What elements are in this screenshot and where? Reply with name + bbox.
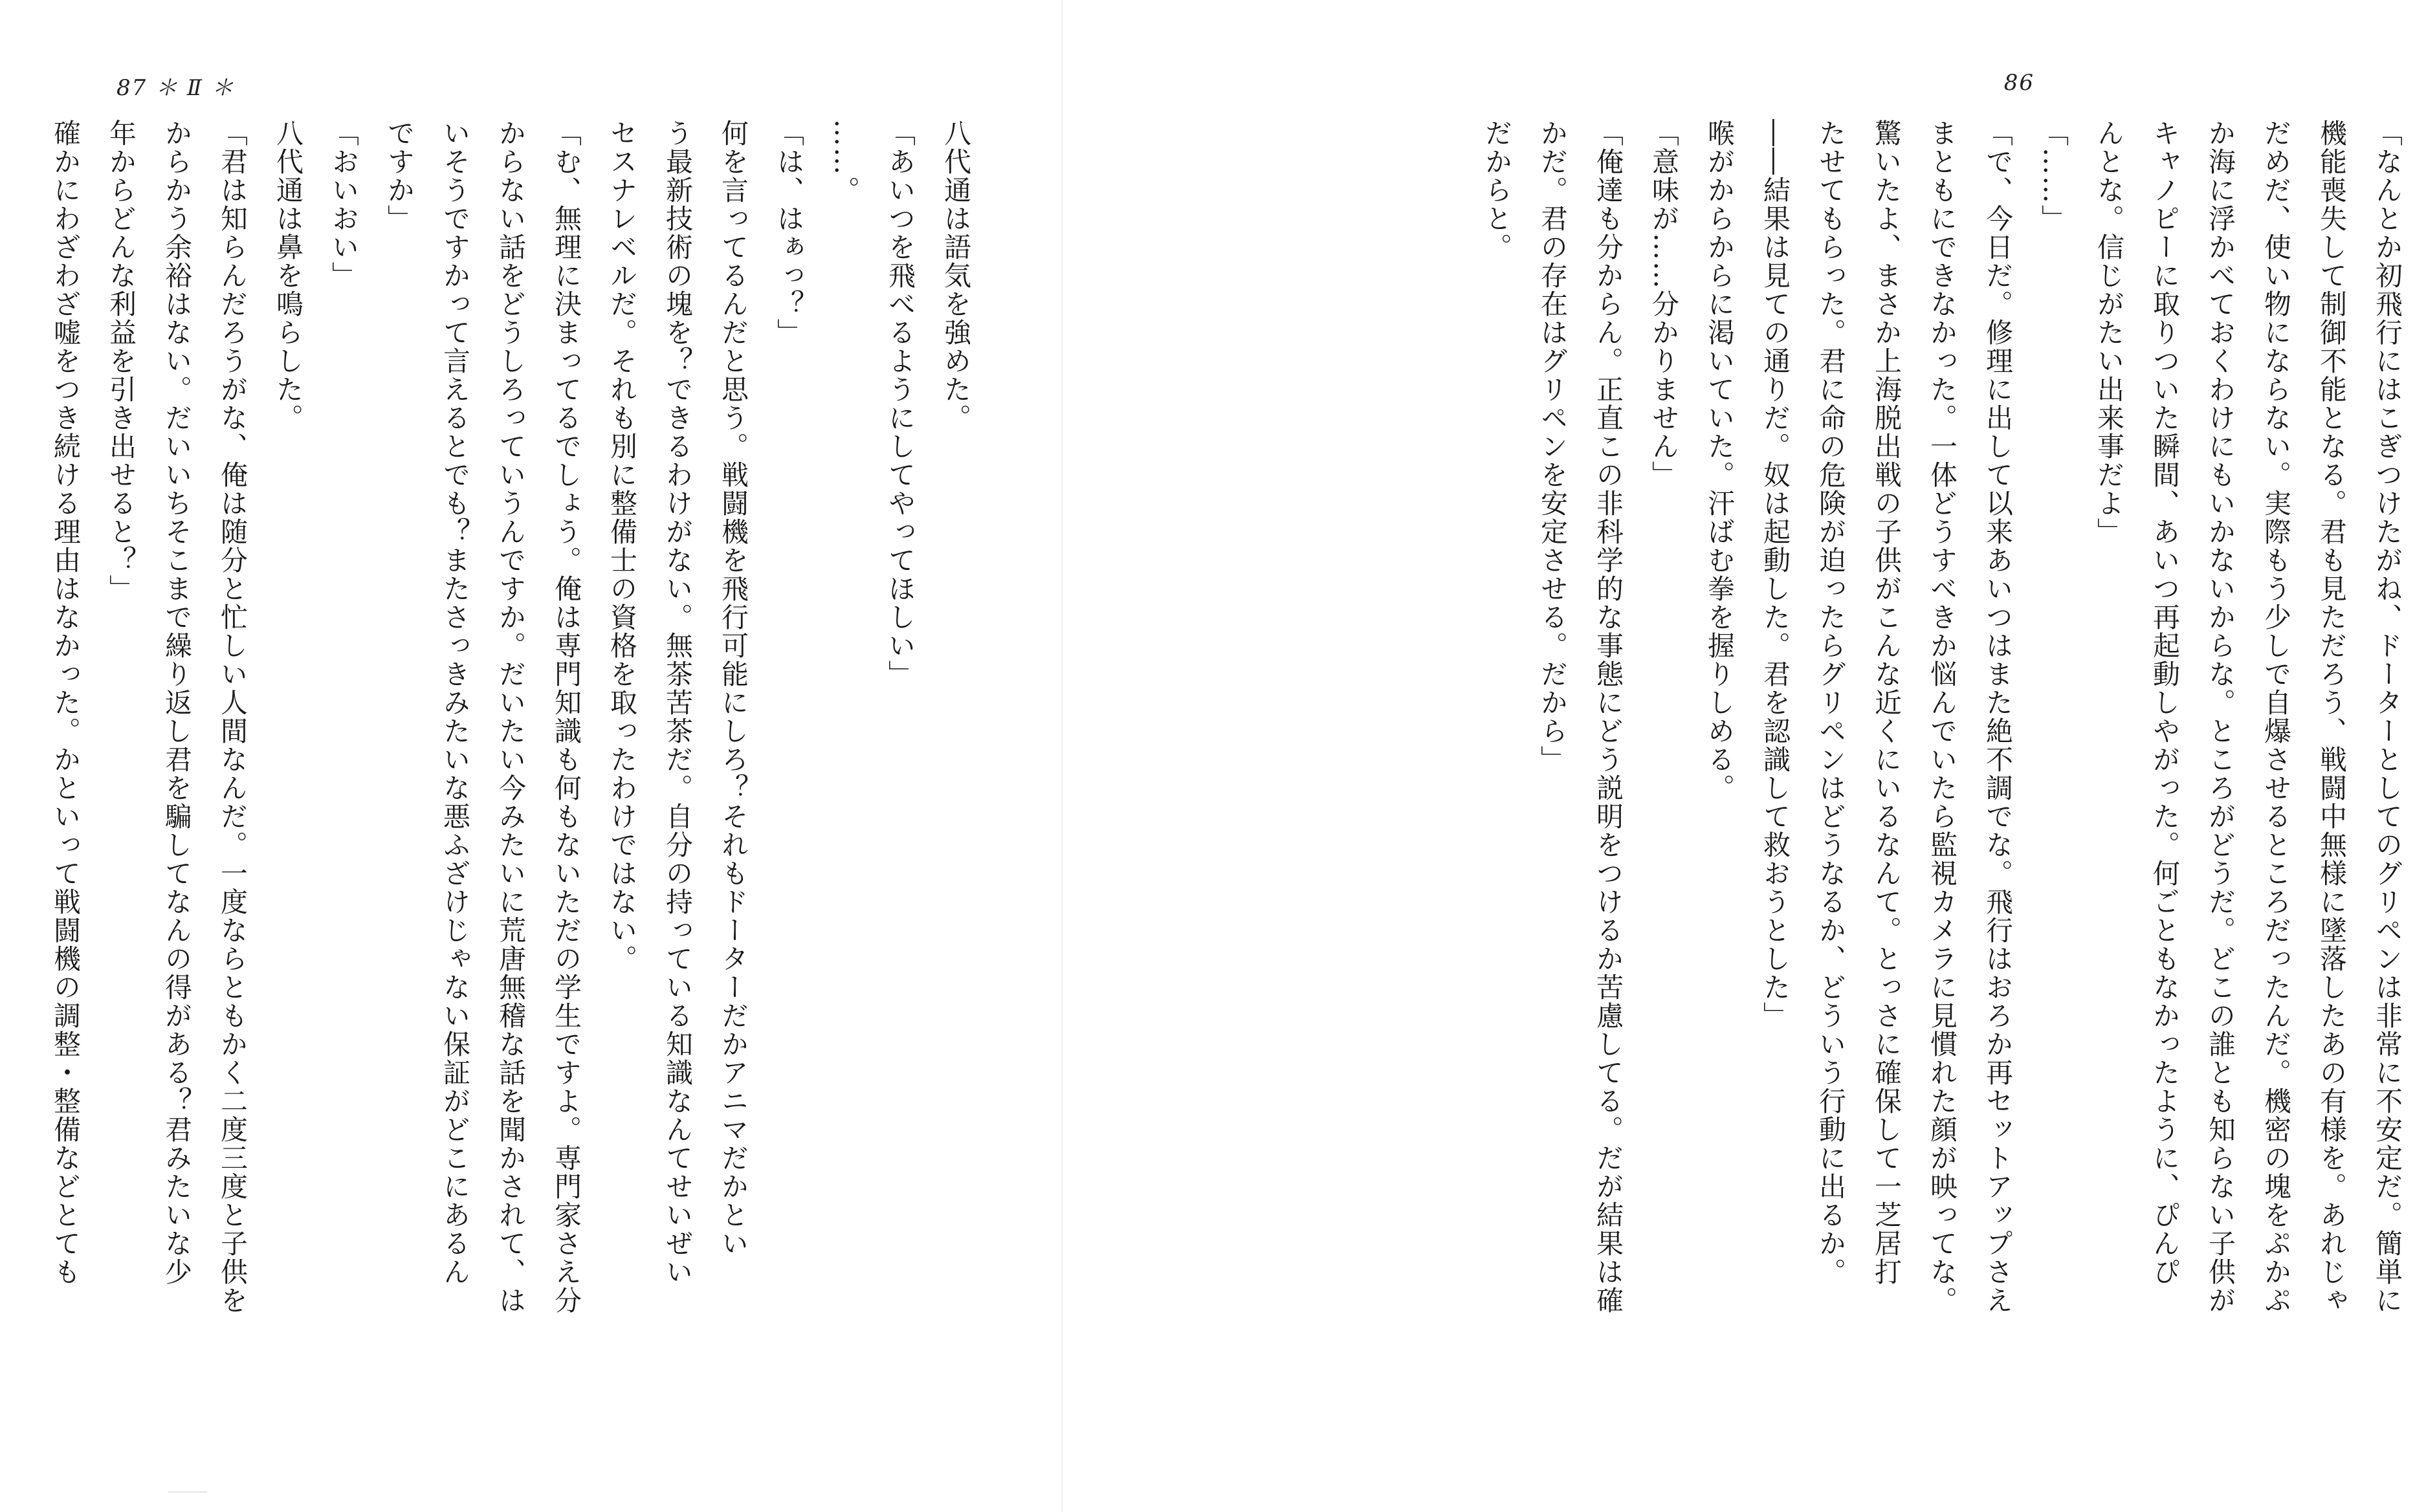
text-line: セスナレベルだ。それも別に整備士の資格を取ったわけではない。 xyxy=(606,119,638,973)
scan-mark xyxy=(168,1491,207,1493)
left-page-body xyxy=(50,119,984,1419)
text-line: 驚いたよ、まさか上海脱出戦の子供がこんな近くにいるなんて。とっさに確保して一芝居打 xyxy=(1871,119,1902,1286)
text-line: 「あいつを飛べるようにしてやってほしい」 xyxy=(885,119,916,688)
text-line: 何を言ってるんだと思う。戦闘機を飛行可能にしろ？それもドーターだかアニマだかとい xyxy=(718,119,749,1258)
text-line: 「おいおい」 xyxy=(328,119,360,290)
text-line: 年からどんな利益を引き出せると？」 xyxy=(105,119,137,603)
text-line: 「む、無理に決まってるでしょう。俺は専門知識も何もないただの学生ですよ。専門家さえ分 xyxy=(551,119,582,1315)
text-line: 喉がからからに渇いていた。汗ばむ拳を握りしめる。 xyxy=(1704,119,1736,802)
right-page-body xyxy=(1231,119,2415,1419)
page-number: 86 xyxy=(2003,70,2035,96)
text-line: 「は、はぁっ？」 xyxy=(773,119,805,347)
left-page xyxy=(0,0,1061,1512)
text-line: かだ。君の存在はグリペンを安定させる。だから」 xyxy=(1537,119,1569,774)
text-line: いそうですかって言えるとでも？またさっきみたいな悪ふざけじゃない保証がどこにあるん xyxy=(439,119,471,1286)
text-line: ――結果は見ての通りだ。奴は起動した。君を認識して救おうとした」 xyxy=(1759,119,1791,1030)
text-line: からない話をどうしろっていうんですか。だいたい今みたいに荒唐無稽な話を聞かされて、は xyxy=(495,119,527,1315)
text-line: 「で、今日だ。修理に出して以来あいつはまた絶不調でな。飛行はおろか再セットアップさえ xyxy=(1982,119,2014,1315)
text-line: 「俺達も分からん。正直この非科学的な事態にどう説明をつけるか苦慮してる。だが結果は確 xyxy=(1593,119,1624,1315)
right-page xyxy=(1063,0,2403,1512)
text-line: だめだ、使い物にならない。実際もう少しで自爆させるところだったんだ。機密の塊をぷかぷ xyxy=(2260,119,2292,1315)
text-line: だからと。 xyxy=(1481,119,1513,261)
text-line: 「意味が……分かりません」 xyxy=(1648,119,1680,489)
text-line: 「……」 xyxy=(2038,119,2069,233)
text-line: ……。 xyxy=(829,119,861,204)
text-line: 「なんとか初飛行にはこぎつけたがね、ドーターとしてのグリペンは非常に不安定だ。簡単に xyxy=(2372,119,2403,1315)
text-line: ですか」 xyxy=(384,119,415,233)
text-line: キャノピーに取りついた瞬間、あいつ再起動しやがった。何ごともなかったように、ぴんぴ xyxy=(2149,119,2181,1286)
text-line: う最新技術の塊を？できるわけがない。無茶苦茶だ。自分の持っている知識なんてせいぜい xyxy=(662,119,694,1286)
text-line: からかう余裕はない。だいいちそこまで繰り返し君を騙してなんの得がある？君みたいな少 xyxy=(161,119,193,1286)
text-line: 機能喪失して制御不能となる。君も見ただろう、戦闘中無様に墜落したあの有様を。あれじゃ xyxy=(2316,119,2348,1315)
text-line: 「君は知らんだろうがな、俺は随分と忙しい人間なんだ。一度ならともかく二度三度と子供を xyxy=(217,119,248,1315)
running-header: 87 ＊ Ⅱ ＊ xyxy=(116,75,235,101)
text-line: 八代通は鼻を鳴らした。 xyxy=(272,119,304,432)
text-line: まともにできなかった。一体どうすべきか悩んでいたら監視カメラに見慣れた顔が映ってな。 xyxy=(1926,119,1958,1315)
text-line: たせてもらった。君に命の危険が迫ったらグリペンはどうなるか、どういう行動に出るか。 xyxy=(1815,119,1847,1286)
text-line: 確かにわざわざ嘘をつき続ける理由はなかった。かといって戦闘機の調整・整備などとても xyxy=(50,119,82,1286)
text-line: か海に浮かべておくわけにもいかないからな。ところがどうだ。どこの誰とも知らない子供が xyxy=(2205,119,2236,1315)
text-line: 八代通は語気を強めた。 xyxy=(940,119,972,432)
text-line: んとな。信じがたい出来事だよ」 xyxy=(2093,119,2125,546)
